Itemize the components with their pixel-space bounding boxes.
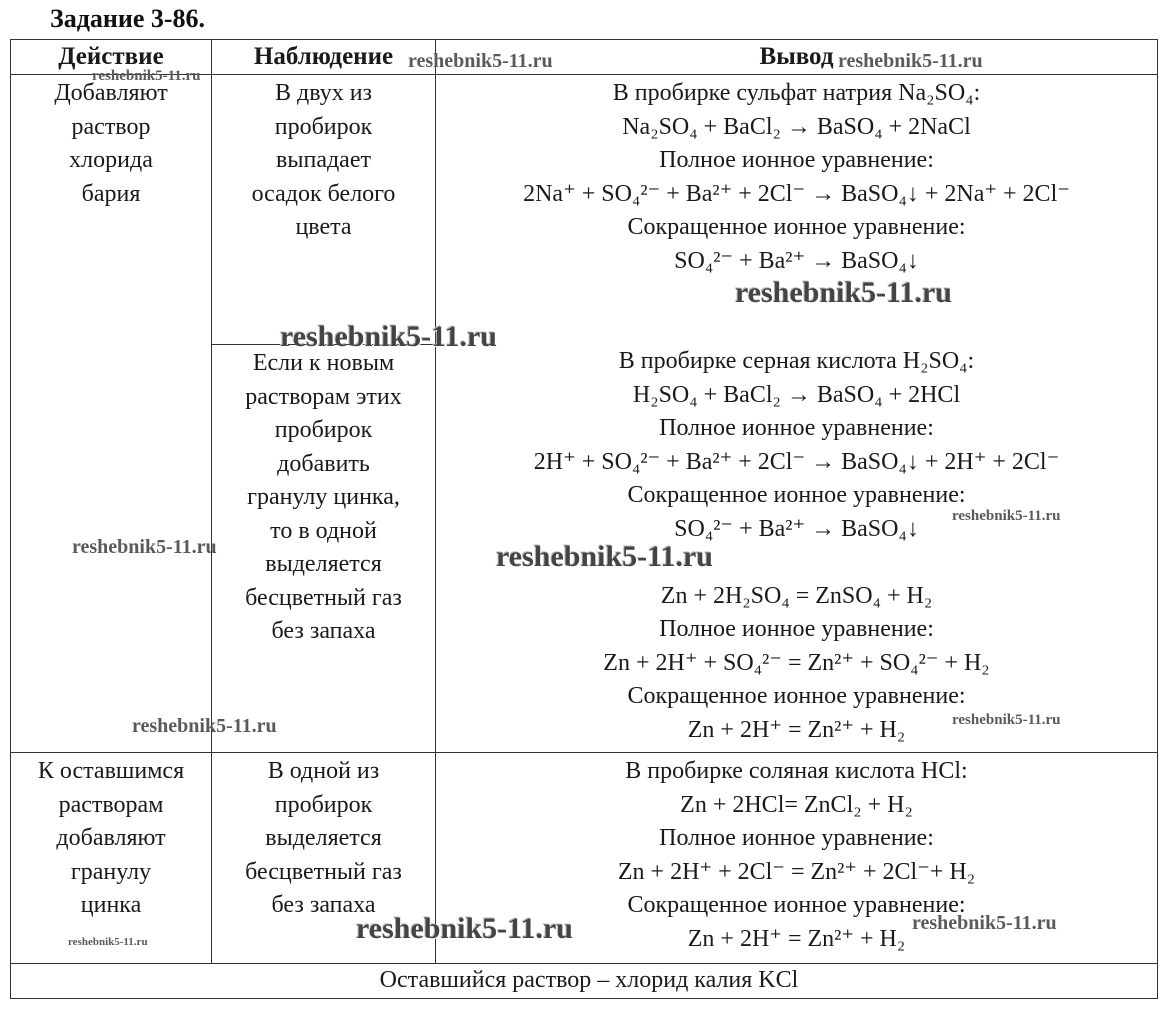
row1-conclusion: [436, 75, 1158, 753]
text-line: Сокращенное ионное уравнение:: [627, 214, 966, 240]
equation-line: Zn + 2HCl= ZnCl₂ + H₂: [680, 791, 913, 818]
watermark: reshebnik5-11.ru: [735, 276, 952, 309]
text-line: Сокращенное ионное уравнение:: [627, 892, 966, 918]
text-line: бесцветный газ: [245, 584, 402, 611]
equation-line: Zn + 2H⁺ = Zn²⁺ + H₂: [687, 925, 906, 952]
text-line: растворам: [58, 791, 164, 818]
text-line: цвета: [295, 214, 352, 240]
watermark: reshebnik5-11.ru: [952, 712, 1061, 728]
watermark: reshebnik5-11.ru: [496, 540, 713, 573]
text-line: Сокращенное ионное уравнение:: [627, 482, 966, 508]
text-line: Полное ионное уравнение:: [659, 616, 934, 642]
table-row: [11, 75, 1158, 345]
text-line: без запаха: [271, 618, 376, 644]
watermark: reshebnik5-11.ru: [280, 320, 497, 353]
text-line: бесцветный газ: [245, 858, 402, 885]
equation-line: H₂SO₄ + BaCl₂ → BaSO₄ + 2HCl: [632, 381, 961, 408]
text-line: осадок белого: [251, 180, 396, 207]
text-line: хлорида: [69, 147, 153, 173]
text-line: пробирок: [274, 113, 373, 140]
final-conclusion: Оставшийся раствор – хлорид калия KCl: [11, 964, 1158, 999]
text-line: пробирок: [274, 417, 373, 443]
text-line: Если к новым: [252, 350, 395, 376]
text-line: В одной из: [267, 758, 380, 784]
equation-line: 2H⁺ + SO₄²⁻ + Ba²⁺ + 2Cl⁻ → BaSO₄↓ + 2H⁺ + 2Cl⁻: [533, 448, 1060, 475]
row3-action: [11, 753, 212, 964]
text-line: раствор: [71, 113, 151, 140]
row2-observation: [212, 345, 436, 753]
text-line: добавляют: [56, 825, 166, 851]
text-line: то в одной: [270, 517, 377, 544]
equation-line: SO₄²⁻ + Ba²⁺ → BaSO₄↓: [674, 247, 919, 274]
equation-line: 2Na⁺ + SO₄²⁻ + Ba²⁺ + 2Cl⁻ → BaSO₄↓ + 2Na⁺ + 2Cl⁻: [523, 180, 1070, 207]
watermark: reshebnik5-11.ru: [132, 715, 277, 737]
watermark: reshebnik5-11.ru: [408, 50, 553, 72]
row1-action: [11, 75, 212, 753]
text-line: Сокращенное ионное уравнение:: [627, 683, 966, 709]
text-line: В пробирке соляная кислота HCl:: [625, 758, 968, 784]
equation-line: Zn + 2H⁺ + 2Cl⁻ = Zn²⁺ + 2Cl⁻+ H₂: [617, 858, 976, 885]
task-title: Задание 3-86.: [50, 4, 206, 33]
equation-line: Zn + 2H₂SO₄ = ZnSO₄ + H₂: [660, 582, 933, 609]
row1-observation: [212, 75, 436, 345]
text-line: К оставшимся: [37, 758, 185, 784]
header-conclusion: Вывод: [436, 40, 1158, 75]
text-line: В пробирке серная кислота H₂SO₄:: [618, 348, 975, 374]
text-line: В двух из: [274, 80, 373, 106]
text-line: пробирок: [274, 791, 373, 818]
watermark: reshebnik5-11.ru: [72, 536, 217, 558]
equation-line: Zn + 2H⁺ = Zn²⁺ + H₂: [687, 716, 906, 743]
watermark: reshebnik5-11.ru: [912, 912, 1057, 934]
header-observation: Наблюдение: [212, 40, 436, 75]
text-line: растворам этих: [245, 383, 402, 410]
equation-line: SO₄²⁻ + Ba²⁺ → BaSO₄↓: [674, 515, 919, 542]
watermark: reshebnik5-11.ru: [356, 912, 573, 945]
text-line: выпадает: [276, 147, 371, 173]
watermark: reshebnik5-11.ru: [838, 50, 983, 72]
text-line: бария: [81, 180, 141, 207]
text-line: выделяется: [265, 551, 382, 577]
text-line: Полное ионное уравнение:: [659, 825, 934, 851]
text-line: гранулу цинка,: [247, 484, 400, 510]
equation-line: Na₂SO₄ + BaCl₂ → BaSO₄ + 2NaCl: [622, 113, 971, 140]
text-line: гранулу: [70, 858, 152, 885]
text-line: Полное ионное уравнение:: [659, 147, 934, 173]
text-line: без запаха: [271, 892, 376, 918]
text-line: В пробирке сульфат натрия Na₂SO₄:: [612, 80, 981, 106]
equation-line: Zn + 2H⁺ + SO₄²⁻ = Zn²⁺ + SO₄²⁻ + H₂: [603, 649, 990, 676]
watermark: reshebnik5-11.ru: [68, 936, 148, 948]
text-line: Добавляют: [54, 80, 168, 106]
table-final-row: [11, 964, 1158, 999]
watermark: reshebnik5-11.ru: [92, 68, 201, 84]
header-action: Действие: [11, 40, 212, 75]
text-line: выделяется: [265, 825, 382, 851]
text-line: цинка: [80, 892, 142, 918]
text-line: Полное ионное уравнение:: [659, 415, 934, 441]
watermark: reshebnik5-11.ru: [952, 508, 1061, 524]
text-line: добавить: [277, 450, 370, 477]
